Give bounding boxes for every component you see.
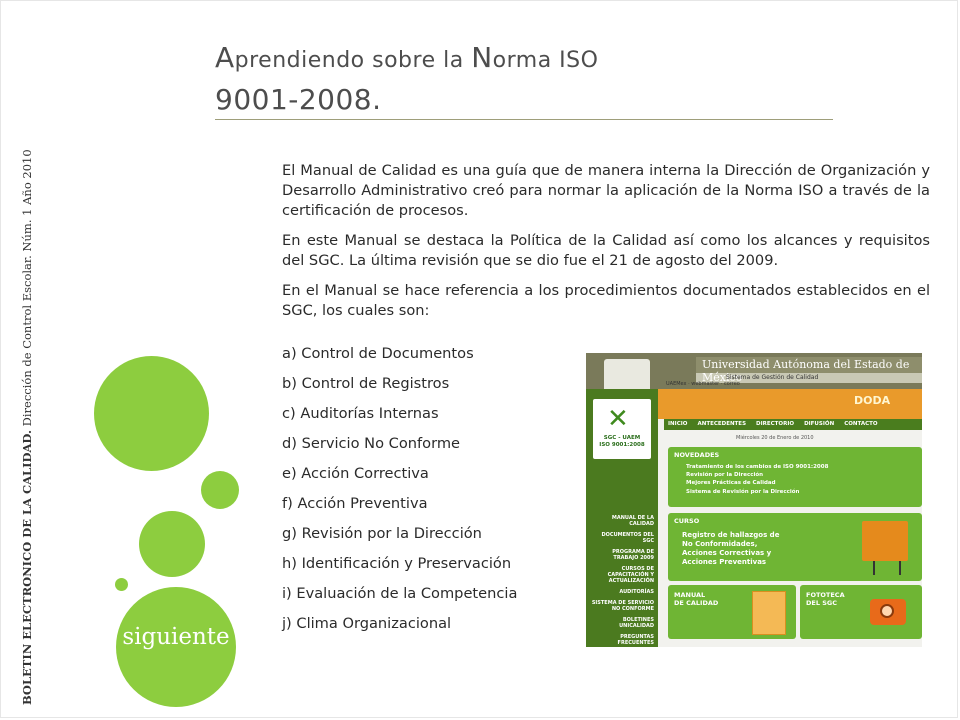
news-list xyxy=(686,463,828,496)
sidebar-item[interactable]: AUDITORÍAS xyxy=(619,589,654,595)
title-part: orma ISO xyxy=(492,48,599,73)
side-caption xyxy=(20,149,34,705)
decor-circle-large xyxy=(94,356,209,471)
sidebar-item[interactable]: DOCUMENTOS DEL SGC xyxy=(601,532,654,544)
title-divider xyxy=(215,119,833,120)
paragraph: El Manual de Calidad es una guía que de manera interna la Dirección de Organización y Desarrollo Administrativo creó para normar la aplicación de la Norma ISO a través de la certificación de procesos. xyxy=(282,162,930,219)
sidebar-item[interactable]: SISTEMA DE SERVICIO NO CONFORME xyxy=(591,600,654,612)
course-title: CURSO xyxy=(674,517,700,525)
site-nav xyxy=(664,419,922,430)
site-sidebar xyxy=(586,389,658,647)
course-line: No Conformidades, xyxy=(682,540,758,548)
course-line: Registro de hallazgos de xyxy=(682,531,780,539)
top-links: UAEMex · webmaster · correo xyxy=(666,381,740,387)
manual-title-line: DE CALIDAD xyxy=(674,599,719,607)
nav-item[interactable]: CONTACTO xyxy=(844,421,878,427)
list-item: f) Acción Preventiva xyxy=(282,495,428,512)
page-title xyxy=(215,38,598,119)
brand-logo: DODA xyxy=(854,394,891,407)
sidebar-item[interactable]: PROGRAMA DE TRABAJO 2009 xyxy=(612,549,654,561)
list-item: j) Clima Organizacional xyxy=(282,615,452,632)
nav-item[interactable]: DIFUSIÓN xyxy=(804,421,835,427)
site-date: Miércoles 20 de Enero de 2010 xyxy=(736,435,814,441)
news-item[interactable]: Revisión por la Dirección xyxy=(686,472,764,479)
sidebar-item[interactable]: CURSOS DE CAPACITACIÓN Y ACTUALIZACIÓN xyxy=(607,566,654,584)
list-item: h) Identificación y Preservación xyxy=(282,555,512,572)
list-item: c) Auditorías Internas xyxy=(282,405,439,422)
course-line: Acciones Preventivas xyxy=(682,558,767,566)
sidebar-menu xyxy=(590,515,654,647)
news-item[interactable]: Mejores Prácticas de Calidad xyxy=(686,480,776,487)
next-button-label[interactable]: siguiente xyxy=(122,624,230,650)
news-title: NOVEDADES xyxy=(674,451,720,459)
sidebar-item[interactable]: MANUAL DE LA CALIDAD xyxy=(611,515,654,527)
manual-title xyxy=(674,591,718,607)
list-item: d) Servicio No Conforme xyxy=(282,435,461,452)
nav-item[interactable]: DIRECTORIO xyxy=(756,421,795,427)
manual-title-line: MANUAL xyxy=(674,591,706,599)
title-initial: A xyxy=(215,41,235,74)
news-item[interactable]: Tratamiento de los cambios de ISO 9001:2008 xyxy=(686,464,829,470)
camera-icon xyxy=(870,599,906,625)
paragraph: En este Manual se destaca la Política de la Calidad así como los alcances y requisitos del SGC. La última revisión que se dio fue el 21 de agosto del 2009. xyxy=(282,232,930,269)
list-item: b) Control de Registros xyxy=(282,375,450,392)
camera-lens xyxy=(880,604,894,618)
title-initial: N xyxy=(471,41,493,74)
sgc-logo-icon: ✕ xyxy=(607,404,629,434)
intro-text xyxy=(282,161,930,331)
sidebar-item[interactable]: BOLETINES UNICALIDAD xyxy=(619,617,654,629)
decor-circle-medium xyxy=(139,511,205,577)
sidebar-item[interactable]: PREGUNTAS FRECUENTES xyxy=(617,634,654,646)
list-item: i) Evaluación de la Competencia xyxy=(282,585,518,602)
title-part: prendiendo sobre la xyxy=(234,48,472,73)
paragraph: En el Manual se hace referencia a los procedimientos documentados establecidos en el SGC, los cuales son: xyxy=(282,282,930,319)
photo-title-line: DEL SGC xyxy=(806,599,838,607)
decor-circle-tiny xyxy=(115,578,128,591)
list-item: a) Control de Documentos xyxy=(282,345,474,362)
title-line2: 9001-2008. xyxy=(215,83,382,116)
easel-icon xyxy=(862,521,908,561)
website-screenshot xyxy=(586,353,922,647)
side-caption-rest: Dirección de Control Escolar. Núm. 1 Año 2010 xyxy=(20,149,34,431)
nav-item[interactable]: INICIO xyxy=(668,421,688,427)
list-item: g) Revisión por la Dirección xyxy=(282,525,482,542)
procedures-list xyxy=(282,344,517,644)
course-line: Acciones Correctivas y xyxy=(682,549,772,557)
photo-title-line: FOTOTECA xyxy=(806,591,845,599)
sgc-logo xyxy=(593,399,651,459)
photo-title xyxy=(806,591,845,607)
decor-circle-small xyxy=(201,471,239,509)
book-icon xyxy=(752,591,786,635)
sgc-logo-label: SGC - UAEM ISO 9001:2008 xyxy=(599,435,645,448)
site-subtitle: Sistema de Gestión de Calidad xyxy=(726,374,819,381)
news-item[interactable]: Sistema de Revisión por la Dirección xyxy=(686,488,800,495)
nav-item[interactable]: ANTECEDENTES xyxy=(697,421,747,427)
side-caption-bold: BOLETIN ELECTRONICO DE LA CALIDAD. xyxy=(20,430,34,705)
course-text[interactable] xyxy=(682,531,779,567)
list-item: e) Acción Correctiva xyxy=(282,465,429,482)
easel-legs xyxy=(873,561,901,575)
university-name: Universidad Autónoma del Estado de México xyxy=(702,358,910,384)
